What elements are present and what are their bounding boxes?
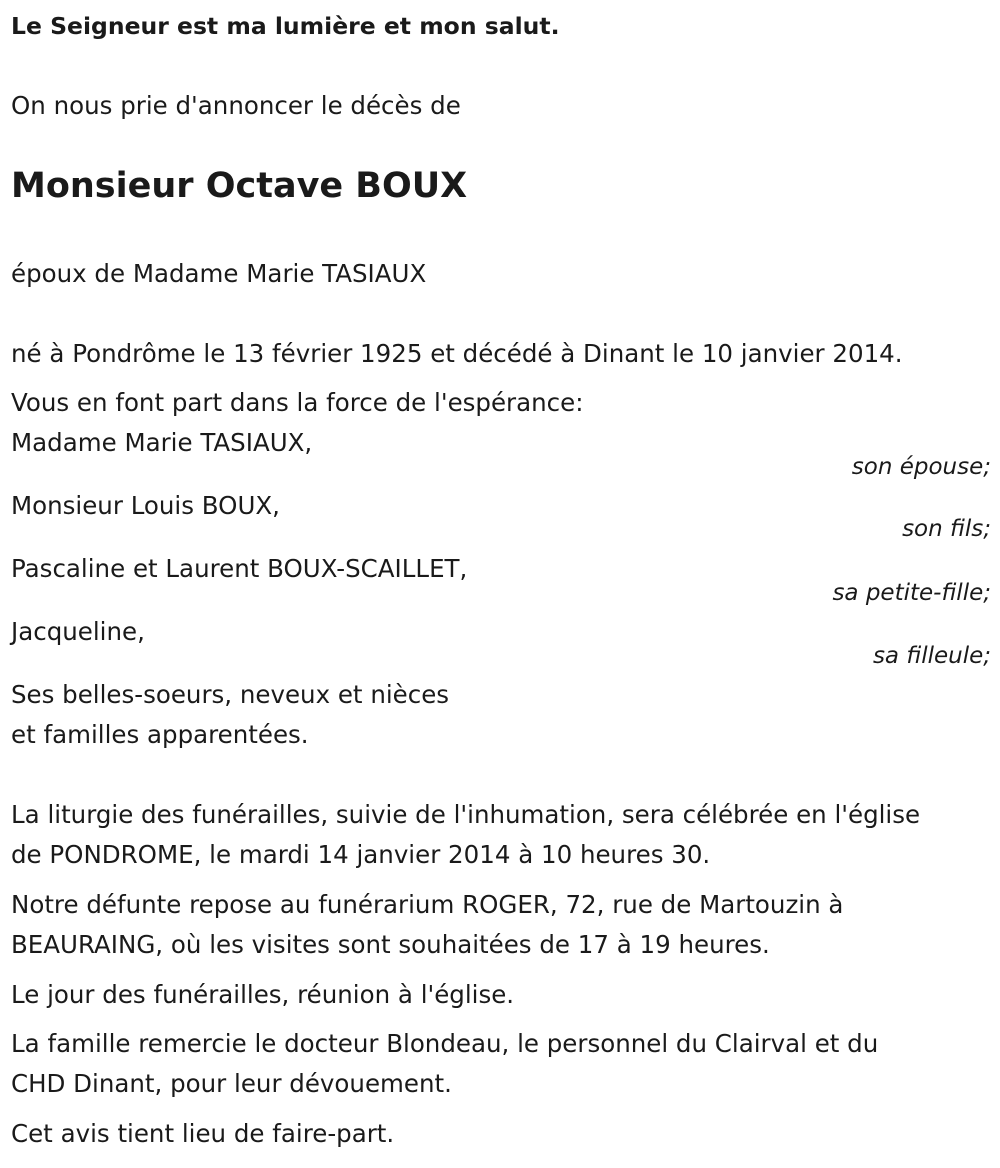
birth-death-line: né à Pondrôme le 13 février 1925 et décédé à Dinant le 10 janvier 2014. xyxy=(11,339,903,368)
family-member-relation: sa petite-fille; xyxy=(832,580,991,606)
meeting-line: Le jour des funérailles, réunion à l'église. xyxy=(11,980,515,1009)
extended-family-line: Ses belles-soeurs, neveux et nièces xyxy=(11,680,450,709)
family-member-relation: son épouse; xyxy=(851,454,991,480)
family-member-relation: son fils; xyxy=(902,516,991,542)
intro-text: On nous prie d'annoncer le décès de xyxy=(11,91,461,120)
thanks-line: CHD Dinant, pour leur dévouement. xyxy=(11,1069,452,1098)
deceased-name: Monsieur Octave BOUX xyxy=(11,166,468,206)
family-member-name: Pascaline et Laurent BOUX-SCAILLET, xyxy=(11,554,468,583)
family-member-relation: sa filleule; xyxy=(872,643,991,669)
family-member-name: Monsieur Louis BOUX, xyxy=(11,491,280,520)
family-intro: Vous en font part dans la force de l'espérance: xyxy=(11,388,584,417)
spouse-line: époux de Madame Marie TASIAUX xyxy=(11,259,427,288)
rest-info-line: Notre défunte repose au funérarium ROGER, 72, rue de Martouzin à xyxy=(11,890,844,919)
family-member-name: Madame Marie TASIAUX, xyxy=(11,428,313,457)
thanks-line: La famille remercie le docteur Blondeau, le personnel du Clairval et du xyxy=(11,1029,879,1058)
motto: Le Seigneur est ma lumière et mon salut. xyxy=(11,12,560,40)
funeral-info-line: La liturgie des funérailles, suivie de l'inhumation, sera célébrée en l'église xyxy=(11,800,921,829)
family-member-name: Jacqueline, xyxy=(11,617,145,646)
rest-info-line: BEAURAING, où les visites sont souhaitées de 17 à 19 heures. xyxy=(11,930,770,959)
funeral-info-line: de PONDROME, le mardi 14 janvier 2014 à 10 heures 30. xyxy=(11,840,711,869)
extended-family-line: et familles apparentées. xyxy=(11,720,309,749)
closing-line: Cet avis tient lieu de faire-part. xyxy=(11,1119,395,1148)
obituary-notice xyxy=(11,0,991,1168)
